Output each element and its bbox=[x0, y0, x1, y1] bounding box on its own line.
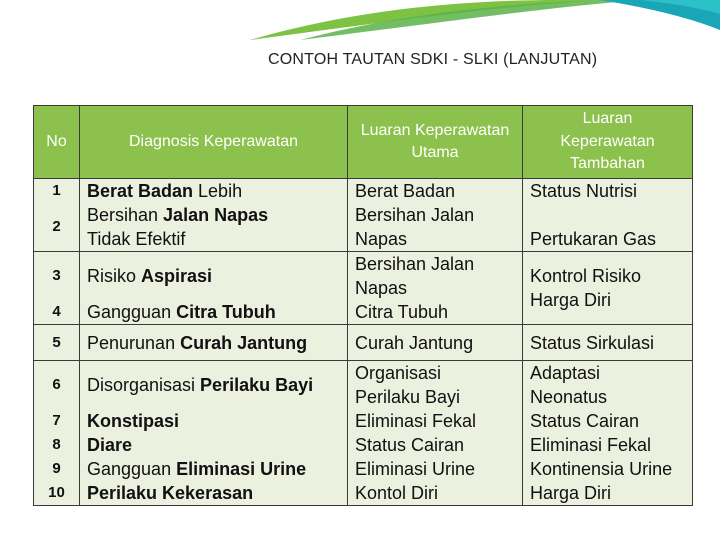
diagnosis-text: Bersihan bbox=[87, 205, 164, 225]
diagnosis-cell bbox=[80, 252, 348, 325]
luaran-tambahan-cell bbox=[523, 252, 693, 325]
luaran-tambahan-line: Status Sirkulasi bbox=[530, 332, 655, 353]
diagnosis-text: Penurunan bbox=[87, 332, 181, 353]
diagnosis-cell bbox=[80, 179, 348, 252]
diagnosis-line bbox=[87, 203, 347, 227]
row-number-cell bbox=[34, 252, 80, 325]
luaran-utama-line: Kontol Diri bbox=[355, 483, 439, 503]
diagnosis-line bbox=[87, 252, 347, 300]
header-diagnosis: Diagnosis Keperawatan bbox=[80, 106, 348, 179]
row-number: 8 bbox=[52, 436, 61, 453]
diagnosis-line bbox=[87, 361, 347, 409]
row-number: 1 bbox=[52, 182, 61, 199]
luaran-tambahan-cell bbox=[523, 325, 693, 361]
luaran-tambahan-line: Kontinensia Urine bbox=[530, 459, 673, 479]
luaran-utama-line: Organisasi bbox=[355, 363, 442, 383]
luaran-utama-line: Perilaku Bayi bbox=[355, 387, 461, 407]
row-number-cell bbox=[34, 325, 80, 361]
luaran-utama-line: Bersihan Jalan bbox=[355, 254, 475, 274]
table-header-row bbox=[34, 106, 693, 179]
luaran-utama-line: Napas bbox=[355, 229, 408, 249]
diagnosis-keyword: Perilaku Bayi bbox=[200, 375, 314, 395]
row-number: 7 bbox=[52, 412, 61, 429]
luaran-tambahan-cell bbox=[523, 179, 693, 252]
diagnosis-line bbox=[87, 227, 347, 251]
luaran-utama-cell bbox=[348, 252, 523, 325]
luaran-tambahan-cell bbox=[523, 361, 693, 506]
luaran-tambahan-line: Status Nutrisi bbox=[530, 181, 638, 201]
diagnosis-keyword: Berat Badan bbox=[87, 181, 194, 201]
diagnosis-text: Tidak Efektif bbox=[87, 229, 186, 249]
table-row bbox=[34, 252, 693, 325]
diagnosis-keyword: Perilaku Kekerasan bbox=[87, 483, 254, 503]
sdki-slki-table bbox=[33, 105, 693, 506]
header-no: No bbox=[34, 106, 80, 179]
luaran-utama-cell bbox=[348, 361, 523, 506]
row-number: 6 bbox=[52, 376, 61, 393]
diagnosis-keyword: Citra Tubuh bbox=[176, 302, 276, 322]
luaran-utama-cell bbox=[348, 179, 523, 252]
luaran-utama-line: Berat Badan bbox=[355, 181, 456, 201]
row-number: 4 bbox=[52, 303, 61, 320]
diagnosis-line bbox=[87, 481, 347, 505]
luaran-tambahan-line: Status Cairan bbox=[530, 411, 640, 431]
diagnosis-text: Gangguan bbox=[87, 302, 177, 322]
diagnosis-line bbox=[87, 457, 347, 481]
diagnosis-keyword: Konstipasi bbox=[87, 411, 180, 431]
diagnosis-keyword: Diare bbox=[87, 435, 133, 455]
row-number-cell bbox=[34, 361, 80, 506]
luaran-tambahan-line: Pertukaran Gas bbox=[530, 229, 657, 249]
luaran-tambahan-line: Kontrol Risiko bbox=[530, 266, 642, 286]
header-luaran-utama: Luaran Keperawatan Utama bbox=[348, 106, 523, 179]
luaran-utama-line: Napas bbox=[355, 278, 408, 298]
diagnosis-text: Disorganisasi bbox=[87, 375, 201, 395]
row-number: 5 bbox=[52, 333, 61, 351]
luaran-tambahan-line: Eliminasi Fekal bbox=[530, 435, 652, 455]
diagnosis-text: Risiko bbox=[87, 266, 142, 286]
luaran-utama-line: Curah Jantung bbox=[355, 332, 474, 353]
diagnosis-text: Gangguan bbox=[87, 459, 177, 479]
table-row bbox=[34, 361, 693, 506]
diagnosis-cell bbox=[80, 325, 348, 361]
row-number: 10 bbox=[48, 484, 65, 501]
header-banner-decoration bbox=[0, 0, 720, 40]
diagnosis-cell bbox=[80, 361, 348, 506]
table-row bbox=[34, 179, 693, 252]
header-luaran-tambahan: Luaran Keperawatan Tambahan bbox=[523, 106, 693, 179]
luaran-utama-line: Eliminasi Fekal bbox=[355, 411, 477, 431]
luaran-utama-cell bbox=[348, 325, 523, 361]
diagnosis-line bbox=[87, 409, 347, 433]
luaran-utama-line: Bersihan Jalan bbox=[355, 205, 475, 225]
diagnosis-keyword: Aspirasi bbox=[141, 266, 213, 286]
diagnosis-keyword: Curah Jantung bbox=[180, 332, 308, 353]
row-number: 9 bbox=[52, 460, 61, 477]
diagnosis-line bbox=[87, 300, 347, 324]
row-number: 3 bbox=[52, 267, 61, 284]
slide-title: CONTOH TAUTAN SDKI - SLKI (LANJUTAN) bbox=[268, 51, 598, 68]
row-number-cell bbox=[34, 179, 80, 252]
luaran-tambahan-line bbox=[530, 203, 692, 227]
diagnosis-text: Lebih bbox=[193, 181, 243, 201]
diagnosis-keyword: Jalan Napas bbox=[163, 205, 269, 225]
luaran-tambahan-line: Harga Diri bbox=[530, 290, 612, 310]
diagnosis-line bbox=[87, 433, 347, 457]
luaran-utama-line: Citra Tubuh bbox=[355, 302, 449, 322]
luaran-tambahan-line: Harga Diri bbox=[530, 483, 612, 503]
luaran-utama-line: Eliminasi Urine bbox=[355, 459, 476, 479]
row-number: 2 bbox=[52, 218, 61, 235]
table-row bbox=[34, 325, 693, 361]
luaran-tambahan-line: Neonatus bbox=[530, 387, 608, 407]
luaran-utama-line: Status Cairan bbox=[355, 435, 465, 455]
diagnosis-keyword: Eliminasi Urine bbox=[176, 459, 307, 479]
luaran-tambahan-line: Adaptasi bbox=[530, 363, 601, 383]
diagnosis-line bbox=[87, 331, 347, 355]
diagnosis-line bbox=[87, 179, 347, 203]
